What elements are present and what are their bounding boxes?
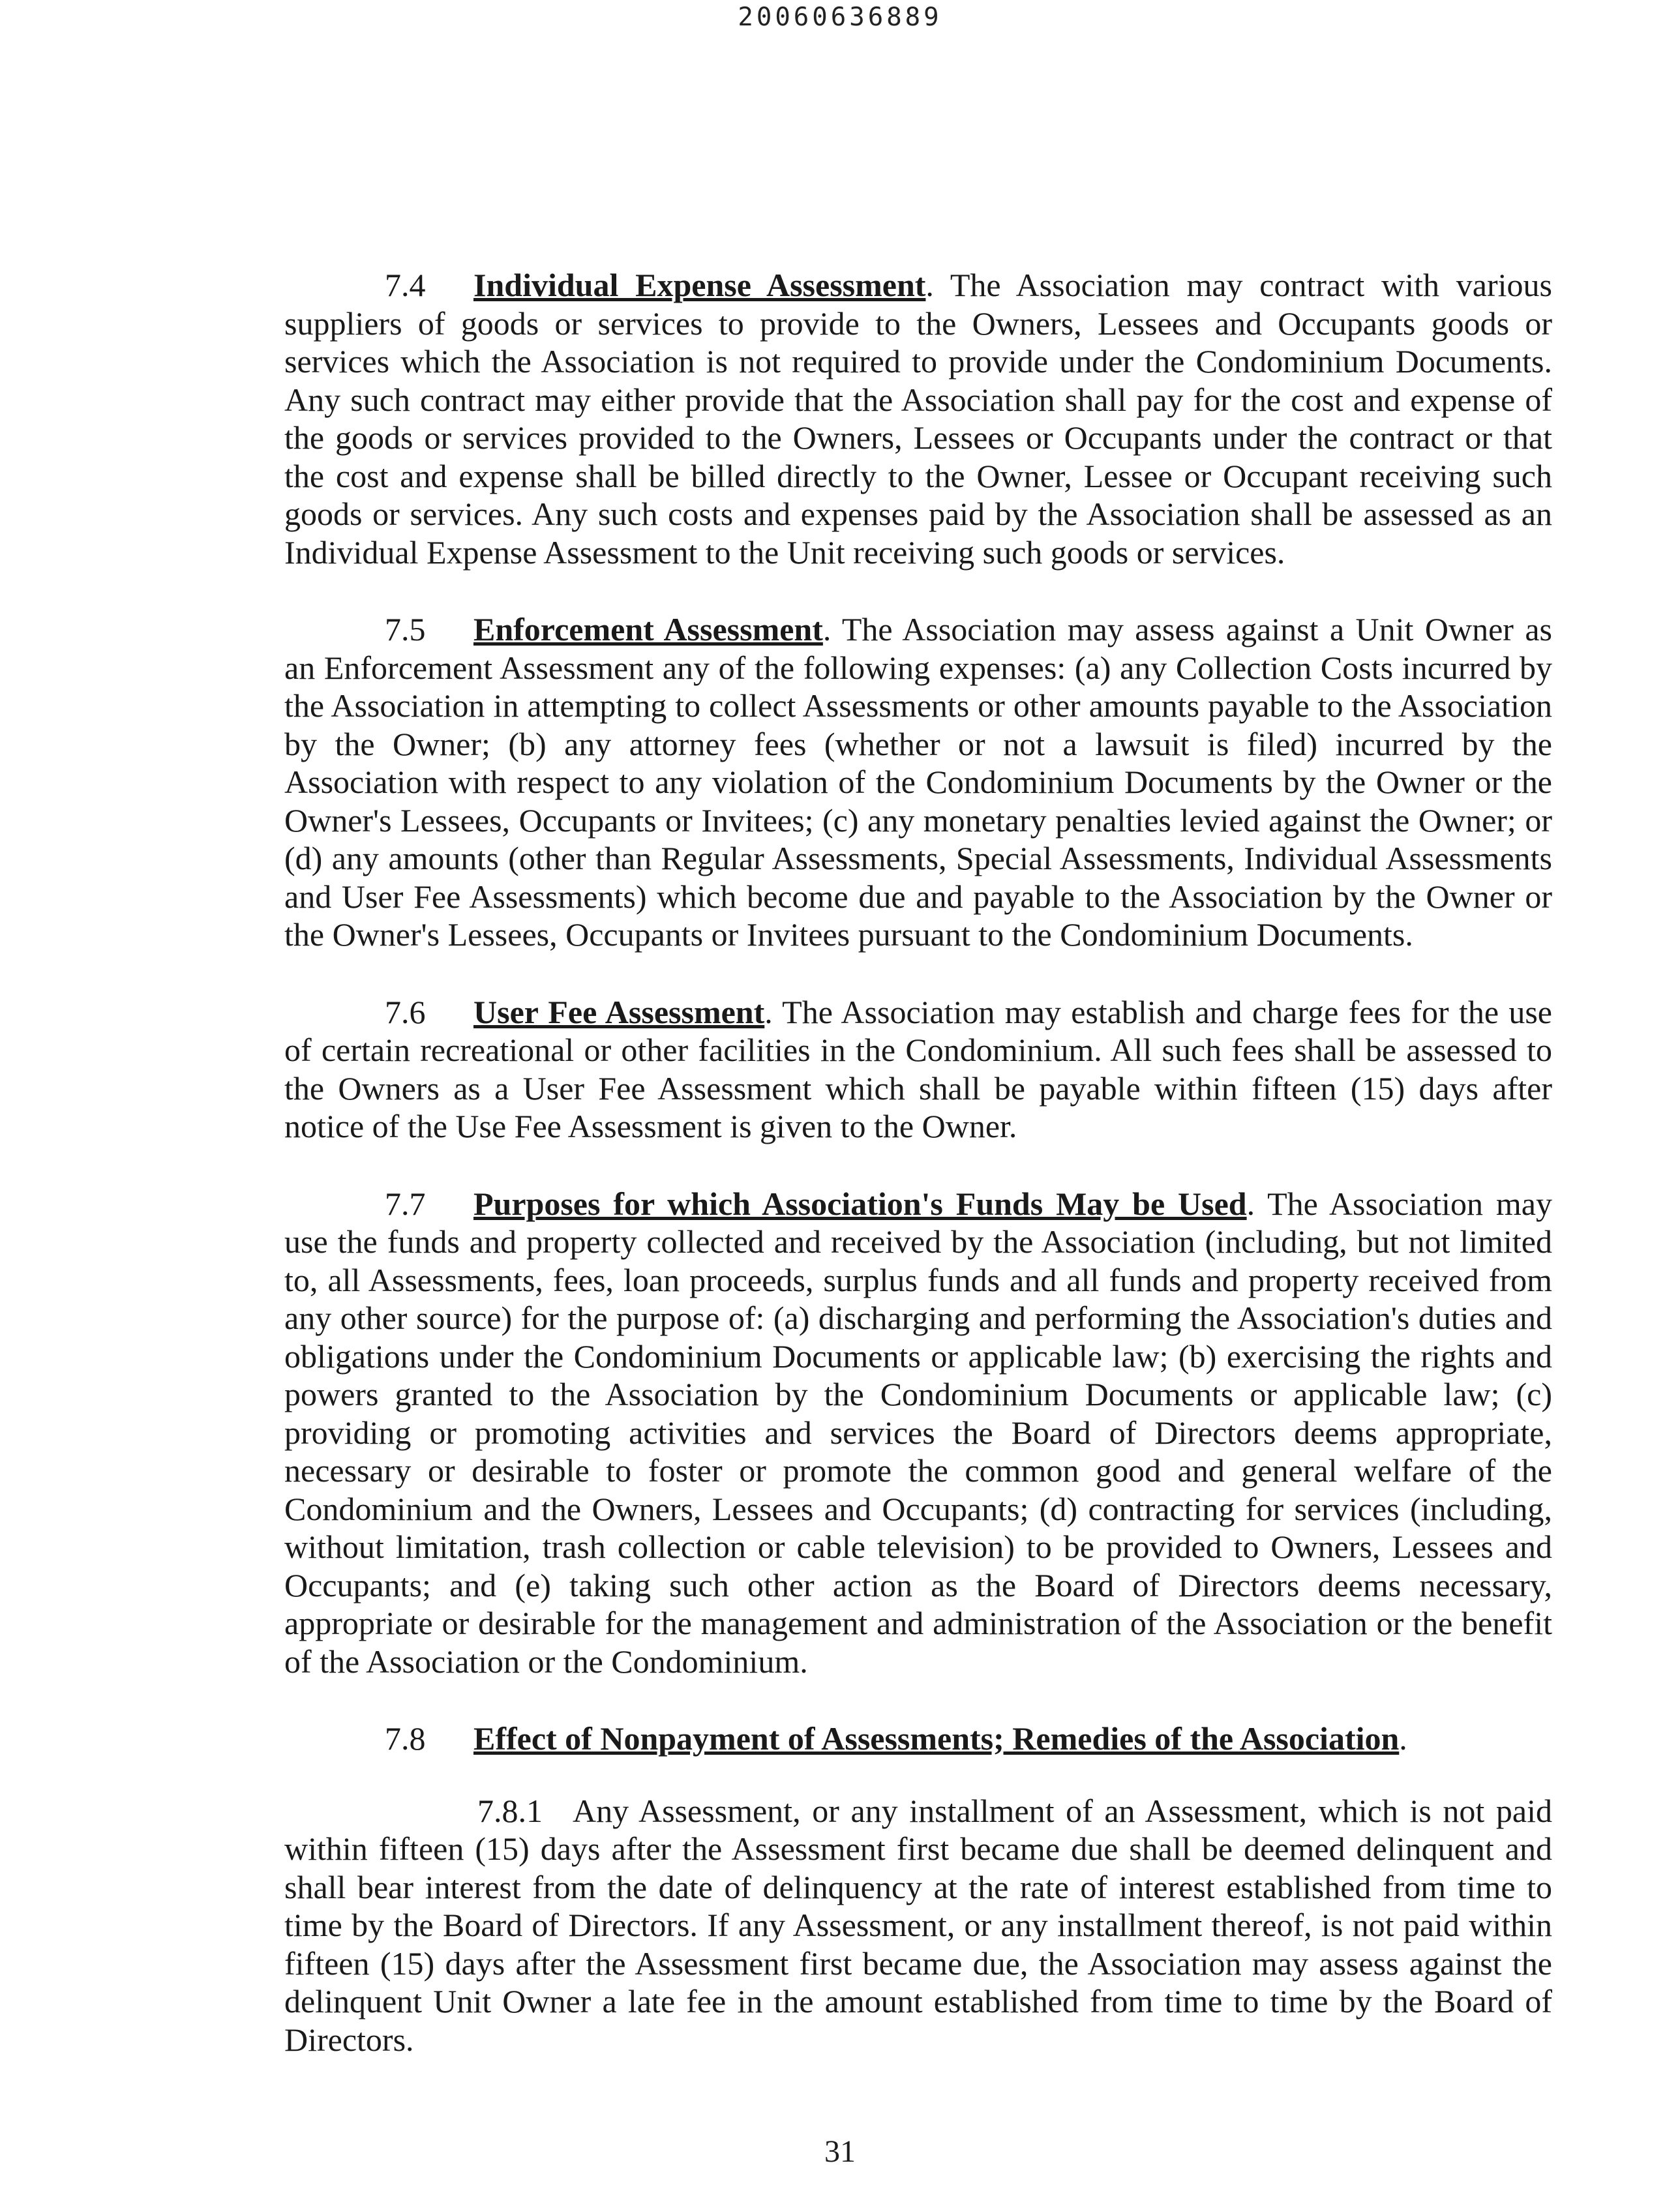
section-7-8: 7.8 Effect of Nonpayment of Assessments; Remedies of the Association. bbox=[385, 1720, 1407, 1757]
subsection-7-8-1 bbox=[284, 1792, 1552, 2059]
section-text: The Association may use the funds and property collected and received by the Association (including, but not limited to, all Assessments, fees, loan proceeds, surplus funds and all funds and property received from any other source) for the purpose of: (a) discharging and performing the Association's duties and obligations under the Condominium Documents or applicable law; (b) exercising the rights and powers granted to the Association by the Condominium Documents or applicable law; (c) providing or promoting activities and services the Board of Directors deems appropriate, necessary or desirable to foster or promote the common good and general welfare of the Condominium and the Owners, Lessees and Occupants; (d) contracting for services (including, without limitation, trash collection or cable television) to be provided to Owners, Lessees and Occupants; and (e) taking such other action as the Board of Directors deems necessary, appropriate or desirable for the management and administration of the Association or the benefit of the Association or the Condominium. bbox=[284, 1185, 1552, 1680]
subsection-number: 7.8.1 bbox=[477, 1792, 543, 1829]
section-number: 7.5 bbox=[385, 611, 426, 648]
section-number: 7.6 bbox=[385, 993, 426, 1030]
section-number: 7.8 bbox=[385, 1720, 426, 1757]
document-body bbox=[284, 266, 1552, 2098]
page-number: 31 bbox=[824, 2134, 856, 2169]
section-text: The Association may assess against a Unit Owner as an Enforcement Assessment any of the following expenses: (a) any Collection Costs incurred by the Association in attempting to collect Assessments or other amounts payable to the Association by the Owner; (b) any attorney fees (whether or not a lawsuit is filed) incurred by the Association with respect to any violation of the Condominium Documents by the Owner or the Owner's Lessees, Occupants or Invitees; (c) any monetary penalties levied against the Owner; or (d) any amounts (other than Regular Assessments, Special Assessments, Individual Assessments and User Fee Assessments) which become due and payable to the Association by the Owner or the Owner's Lessees, Occupants or Invitees pursuant to the Condominium Documents. bbox=[284, 611, 1552, 953]
section-heading: User Fee Assessment bbox=[473, 993, 765, 1030]
section-heading: Purposes for which Association's Funds May be Used bbox=[473, 1185, 1247, 1222]
section-text: The Association may contract with various suppliers of goods or services to provide to the Owners, Lessees and Occupants goods or services which the Association is not required to provide under the Condominium Documents. Any such contract may either provide that the Association shall pay for the cost and expense of the goods or services provided to the Owners, Lessees or Occupants under the contract or that the cost and expense shall be billed directly to the Owner, Lessee or Occupant receiving such goods or services. Any such costs and expenses paid by the Association shall be assessed as an Individual Expense Assessment to the Unit receiving such goods or services. bbox=[284, 267, 1552, 571]
section-7-5: 7.5 Enforcement Assessment. The Association may assess against a Unit Owner as an Enforcement Assessment any of the following expenses: (a) any Collection Costs incurred by the Association in attempting to collect Assessments or other amounts payable to the Association by the Owner; (b) any attorney fees (whether or not a lawsuit is filed) incurred by the Association with respect to any violation of the Condominium Documents by the Owner or the Owner's Lessees, Occupants or Invitees; (c) any monetary penalties levied against the Owner; or (d) any amounts (other than Regular Assessments, Special Assessments, Individual Assessments and User Fee Assessments) which become due and payable to the Association by the Owner or the Owner's Lessees, Occupants or Invitees pursuant to the Condominium Documents. bbox=[284, 611, 1552, 953]
section-7-6: 7.6 User Fee Assessment. The Association may establish and charge fees for the use of certain recreational or other facilities in the Condominium. All such fees shall be assessed to the Owners as a User Fee Assessment which shall be payable within fifteen (15) days after notice of the Use Fee Assessment is given to the Owner. bbox=[284, 993, 1552, 1144]
section-heading: Individual Expense Assessment bbox=[473, 267, 926, 303]
section-7-4: 7.4 Individual Expense Assessment. The Association may contract with various suppliers of goods or services to provide to the Owners, Lessees and Occupants goods or services which the Association is not required to provide under the Condominium Documents. Any such contract may either provide that the Association shall pay for the cost and expense of the goods or services provided to the Owners, Lessees or Occupants under the contract or that the cost and expense shall be billed directly to the Owner, Lessee or Occupant receiving such goods or services. Any such costs and expenses paid by the Association shall be assessed as an Individual Expense Assessment to the Unit receiving such goods or services. bbox=[284, 267, 1552, 571]
section-number: 7.4 bbox=[385, 267, 426, 303]
section-heading: Enforcement Assessment bbox=[473, 611, 823, 648]
section-number: 7.7 bbox=[385, 1185, 426, 1222]
subsection-text: Any Assessment, or any installment of an Assessment, which is not paid within fifteen (15) days after the Assessment first became due shall be deemed delinquent and shall bear interest from the date of delinquency at the rate of interest established from time to time by the Board of Directors. If any Assessment, or any installment thereof, is not paid within fifteen (15) days after the Assessment first became due, the Association may assess against the delinquent Unit Owner a late fee in the amount established from time to time by the Board of Directors. bbox=[284, 1792, 1552, 2058]
section-heading: Effect of Nonpayment of Assessments; Remedies of the Association bbox=[473, 1720, 1400, 1757]
section-text: The Association may establish and charge fees for the use of certain recreational or other facilities in the Condominium. All such fees shall be assessed to the Owners as a User Fee Assessment which shall be payable within fifteen (15) days after notice of the Use Fee Assessment is given to the Owner. bbox=[284, 993, 1552, 1144]
section-7-7: 7.7 Purposes for which Association's Funds May be Used. The Association may use the funds and property collected and received by the Association (including, but not limited to, all Assessments, fees, loan proceeds, surplus funds and all funds and property received from any other source) for the purpose of: (a) discharging and performing the Association's duties and obligations under the Condominium Documents or applicable law; (b) exercising the rights and powers granted to the Association by the Condominium Documents or applicable law; (c) providing or promoting activities and services the Board of Directors deems appropriate, necessary or desirable to foster or promote the common good and general welfare of the Condominium and the Owners, Lessees and Occupants; (d) contracting for services (including, without limitation, trash collection or cable television) to be provided to Owners, Lessees and Occupants; and (e) taking such other action as the Board of Directors deems necessary, appropriate or desirable for the management and administration of the Association or the benefit of the Association or the Condominium. bbox=[284, 1185, 1552, 1680]
document-number: 20060636889 bbox=[738, 3, 942, 32]
